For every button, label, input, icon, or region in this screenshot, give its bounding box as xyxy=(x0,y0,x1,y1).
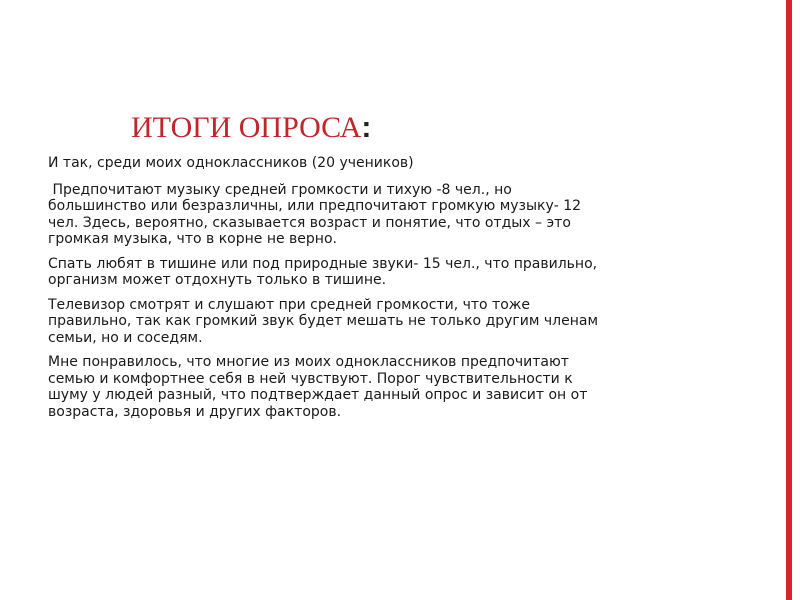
paragraph-line: Предпочитают музыку средней громкости и тихую -8 чел., но xyxy=(48,181,512,198)
paragraph-line: Мне понравилось, что многие из моих одноклассников предпочитают xyxy=(48,354,569,370)
slide-title-text: ИТОГИ ОПРОСА xyxy=(131,111,362,144)
paragraph-sleep xyxy=(48,256,698,289)
paragraph-line: шуму у людей разный, что подтверждает данный опрос и зависит он от xyxy=(48,387,588,403)
paragraph-line: чел. Здесь, вероятно, сказывается возраст и понятие, что отдых – это xyxy=(48,214,571,231)
slide-title xyxy=(131,108,371,148)
paragraph-intro xyxy=(48,155,698,172)
paragraph-line: возраста, здоровья и других факторов. xyxy=(48,403,342,420)
paragraph-line: громкая музыка, что в корне не верно. xyxy=(48,231,337,247)
paragraph-line: правильно, так как громкий звук будет мешать не только другим членам xyxy=(48,313,599,329)
paragraph-conclusion xyxy=(48,354,698,420)
paragraph-line: организм может отдохнуть только в тишине. xyxy=(48,272,387,288)
paragraph-line: Телевизор смотрят и слушают при средней громкости, что тоже xyxy=(48,296,530,313)
slide-title-colon: : xyxy=(361,111,372,144)
accent-bar xyxy=(786,0,792,600)
paragraph-line: Спать любят в тишине или под природные звуки- 15 чел., что правильно, xyxy=(48,255,598,272)
paragraph-line: семьи, но и соседям. xyxy=(48,329,203,346)
paragraph-line: семью и комфортнее себя в ней чувствуют. Порог чувствительности к xyxy=(48,370,573,387)
paragraph-line: большинство или безразличны, или предпочитают громкую музыку- 12 xyxy=(48,198,582,214)
paragraph-line: И так, среди моих одноклассников (20 учеников) xyxy=(48,155,414,171)
slide-body xyxy=(48,155,698,428)
paragraph-music xyxy=(48,182,698,248)
paragraph-tv xyxy=(48,297,698,347)
